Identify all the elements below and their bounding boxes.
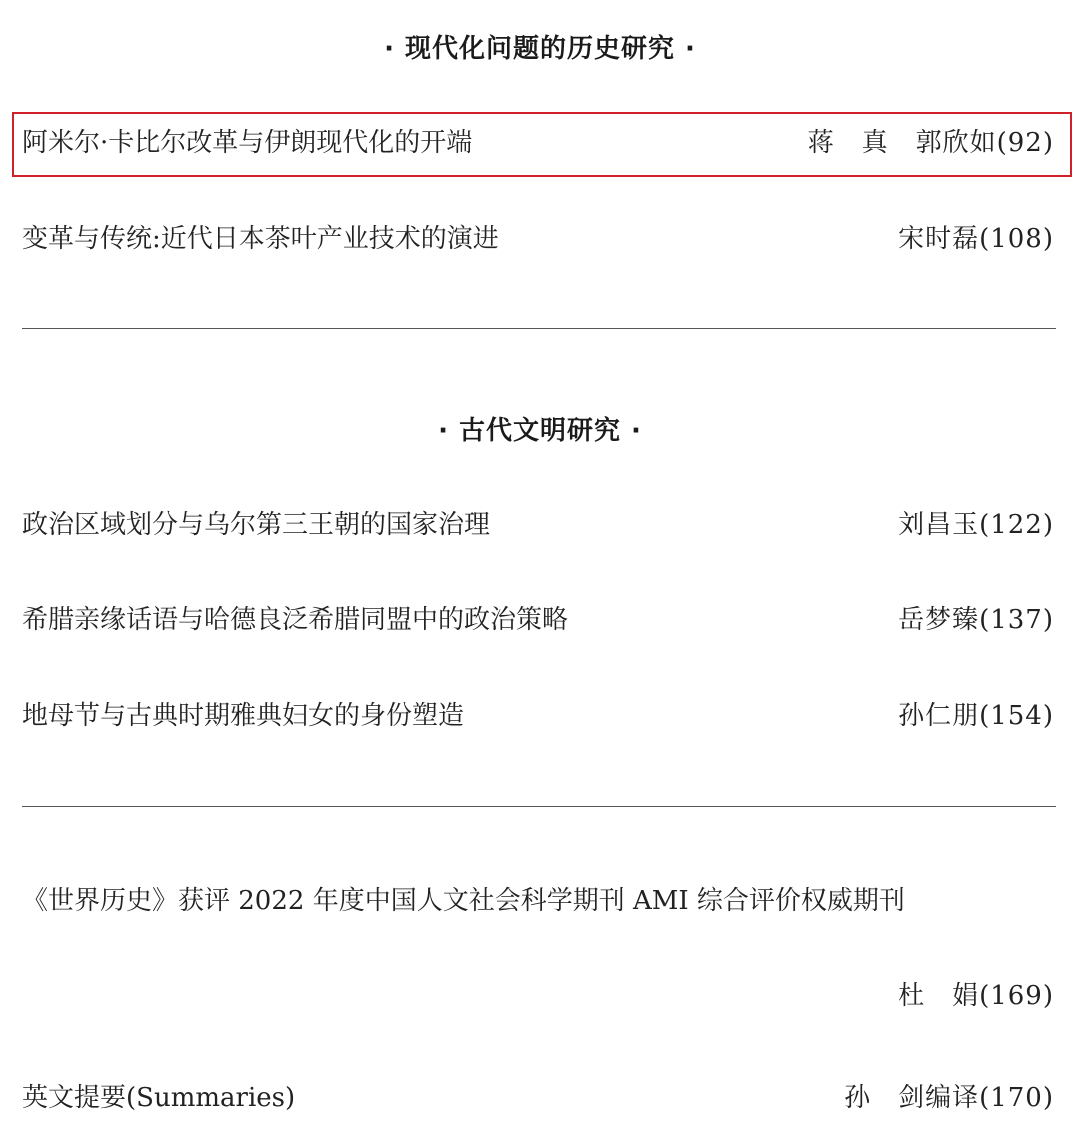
toc-entry[interactable] (22, 497, 1054, 547)
toc-entry[interactable] (22, 211, 1054, 261)
entry-author-page: 岳梦臻(137) (898, 604, 1054, 635)
entry-author-page: 刘昌玉(122) (898, 509, 1054, 540)
entry-title: 变革与传统:近代日本茶叶产业技术的演进 (22, 223, 499, 254)
entry-author-page: 孙仁朋(154) (898, 700, 1054, 731)
section-heading-modernization: · 现代化问题的历史研究 · (384, 34, 696, 64)
section-divider (22, 806, 1056, 807)
entry-title: 地母节与古典时期雅典妇女的身份塑造 (22, 700, 465, 731)
section-divider (22, 328, 1056, 329)
entry-title: 阿米尔·卡比尔改革与伊朗现代化的开端 (22, 127, 473, 158)
entry-title: 政治区域划分与乌尔第三王朝的国家治理 (22, 509, 491, 540)
entry-title: 希腊亲缘话语与哈德良泛希腊同盟中的政治策略 (22, 604, 569, 635)
entry-author-page: 蒋 真 郭欣如(92) (807, 127, 1054, 158)
entry-title: 英文提要(Summaries) (22, 1082, 296, 1113)
award-notice-title[interactable]: 《世界历史》获评 2022 年度中国人文社会科学期刊 AMI 综合评价权威期刊 (22, 886, 905, 916)
section-heading-ancient-civilization: · 古代文明研究 · (438, 416, 642, 446)
entry-author-page: 孙 剑编译(170) (844, 1082, 1054, 1113)
toc-entry[interactable] (22, 592, 1054, 642)
entry-author-page: 宋时磊(108) (898, 223, 1054, 254)
toc-entry[interactable] (22, 688, 1054, 738)
toc-entry-summaries[interactable] (22, 1070, 1054, 1120)
toc-entry[interactable] (22, 115, 1054, 165)
award-notice-author-page: 杜 娟(169) (898, 981, 1054, 1011)
